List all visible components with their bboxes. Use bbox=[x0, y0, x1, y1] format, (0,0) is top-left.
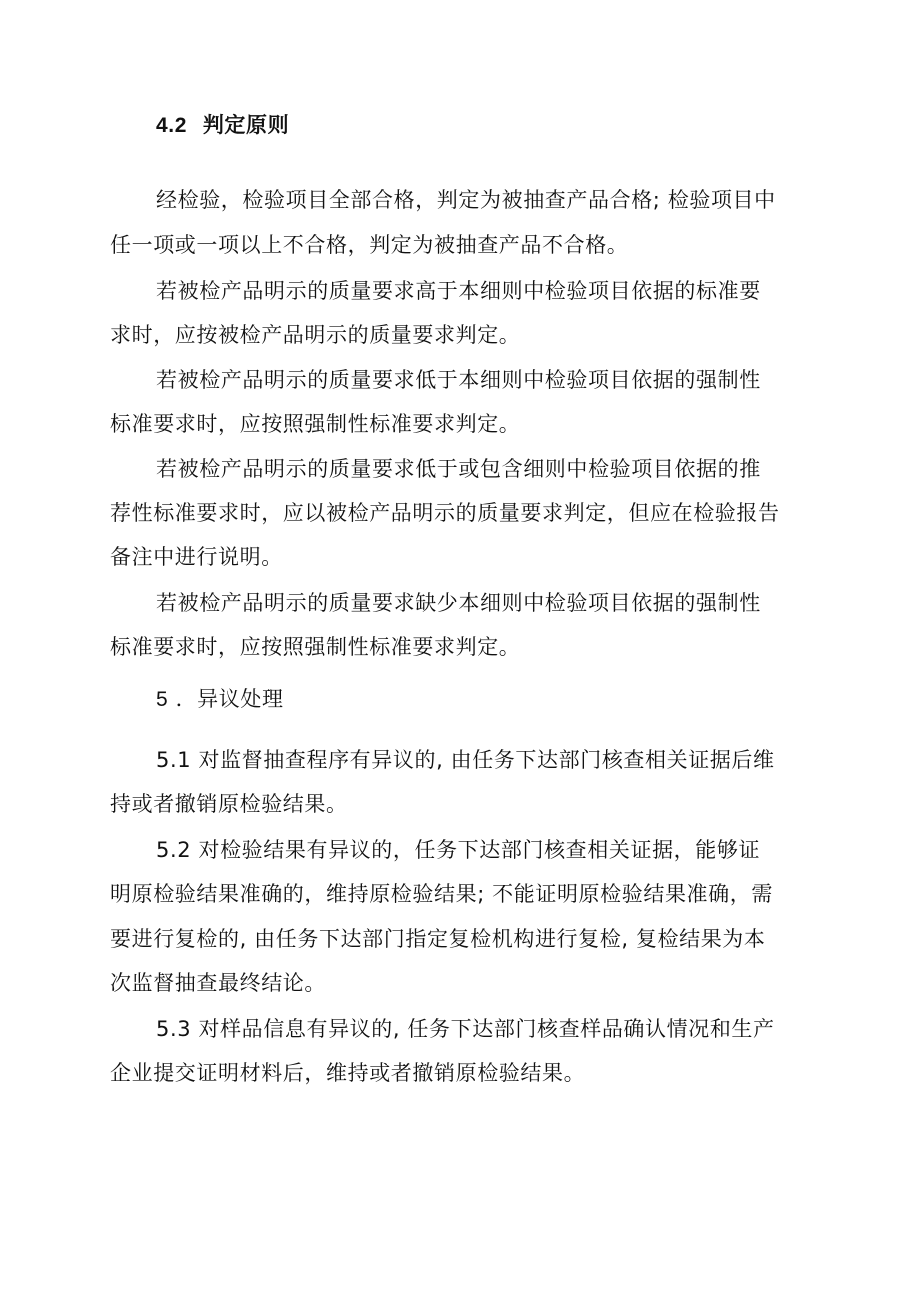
paragraph-line: 任一项或一项以上不合格，判定为被抽查产品不合格。 bbox=[110, 233, 629, 257]
section-number: 5 bbox=[156, 688, 169, 711]
section-4-2-heading bbox=[156, 110, 876, 141]
paragraph-line: 企业提交证明材料后，维持或者撤销原检验结果。 bbox=[110, 1061, 586, 1085]
paragraph-line: 若被检产品明示的质量要求缺少本细则中检验项目依据的强制性 bbox=[156, 591, 761, 615]
section-title: ．异议处理 bbox=[175, 687, 284, 711]
paragraph-line: 5.2 对检验结果有异议的，任务下达部门核查相关证据，能够证 bbox=[156, 838, 761, 862]
section-number: 4.2 bbox=[156, 114, 187, 137]
paragraph-line: 5.1 对监督抽查程序有异议的, 由任务下达部门核查相关证据后维 bbox=[156, 748, 775, 772]
paragraph-line: 标准要求时，应按照强制性标准要求判定。 bbox=[110, 635, 521, 659]
paragraph-line: 求时，应按被检产品明示的质量要求判定。 bbox=[110, 323, 521, 347]
paragraph-line: 标准要求时，应按照强制性标准要求判定。 bbox=[110, 412, 521, 436]
paragraph-line: 若被检产品明示的质量要求低于或包含细则中检验项目依据的推 bbox=[156, 457, 761, 481]
section-5-heading bbox=[156, 684, 876, 715]
paragraph-line: 备注中进行说明。 bbox=[110, 545, 283, 569]
paragraph-line: 荐性标准要求时，应以被检产品明示的质量要求判定，但应在检验报告 bbox=[110, 501, 780, 525]
paragraph-line: 若被检产品明示的质量要求高于本细则中检验项目依据的标准要 bbox=[156, 279, 761, 303]
paragraph-line: 要进行复检的, 由任务下达部门指定复检机构进行复检, 复检结果为本 bbox=[110, 927, 766, 951]
paragraph-line: 次监督抽查最终结论。 bbox=[110, 971, 326, 995]
paragraph-line: 5.3 对样品信息有异议的, 任务下达部门核查样品确认情况和生产 bbox=[156, 1017, 775, 1041]
paragraph-line: 若被检产品明示的质量要求低于本细则中检验项目依据的强制性 bbox=[156, 368, 761, 392]
paragraph-line: 明原检验结果准确的，维持原检验结果; 不能证明原检验结果准确，需 bbox=[110, 882, 773, 906]
section-title: 判定原则 bbox=[202, 113, 290, 137]
paragraph-line: 经检验，检验项目全部合格，判定为被抽查产品合格; 检验项目中 bbox=[156, 188, 776, 212]
paragraph-line: 持或者撤销原检验结果。 bbox=[110, 792, 348, 816]
